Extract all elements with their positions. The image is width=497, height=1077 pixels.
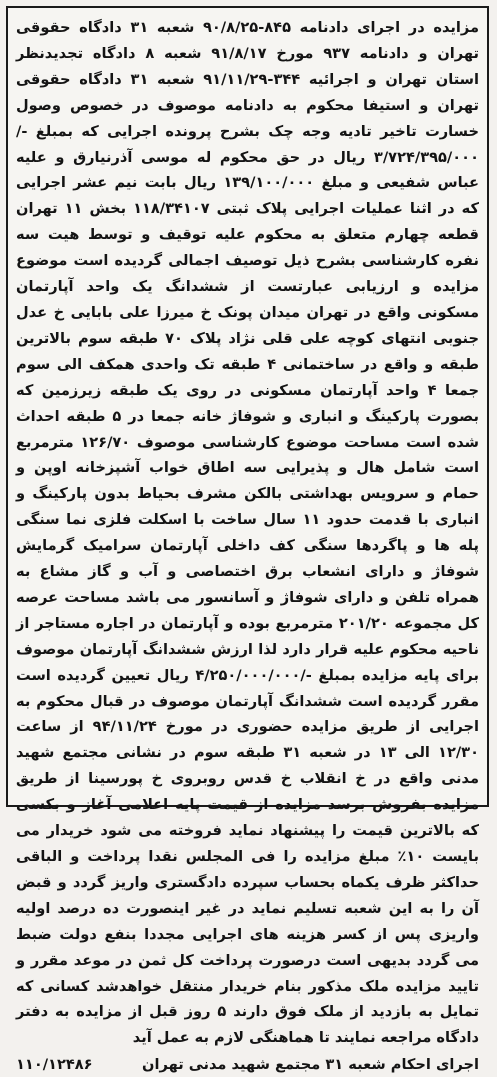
court-auction-notice [6,6,489,1074]
notice-body: مزایده در اجرای دادنامه ۸۴۵-۹۰/۸/۲۵ شعبه ۳۱ دادگاه حقوقی تهران و دادنامه ۹۳۷ مورخ ۹۱/۸/۱۷ شعبه ۸ دادگاه تجدیدنظر استان تهران و اجرائیه ۳۴۴-۹۱/۱۱/۲۹ شعبه ۳۱ دادگاه حقوقی تهران و استیفا محکوم به دادنامه موصوف در خصوص وصول خسارت تاخیر تادیه وجه چک بشرح پرونده اجرایی که بمبلغ -/۳/۷۲۴/۳۹۵/۰۰۰ ریال در حق محکوم له موسی آذرنیارق و علیه عباس شفیعی و مبلغ ۱۳۹/۱۰۰/۰۰۰ ریال بابت نیم عشر اجرایی که در اثنا عملیات اجرایی پلاک ثبتی ۱۱۸/۳۴۱۰۷ بخش ۱۱ تهران قطعه چهارم متعلق به محکوم علیه توقیف و توسط هیت سه نفره کارشناسی بشرح ذیل توصیف اجمالی گردیده است موضوع مزایده و ارزیابی عبارتست از ششدانگ یک واحد آپارتمان مسکونی واقع در تهران میدان پونک خ میرزا علی بابایی خ عدل جنوبی انتهای کوچه علی قلی نژاد پلاک ۷۰ طبقه سوم بالاترین طبقه و واقع در ساختمانی ۴ طبقه تک واحدی همکف الی سوم جمعا ۴ واحد آپارتمان مسکونی در روی یک طبقه زیرزمین که بصورت پارکینگ و انباری و شوفاژ خانه جمعا در ۵ طبقه احداث شده است مساحت موضوع کارشناسی موصوف ۱۲۶/۷۰ مترمربع است شامل هال و پذیرایی سه اطاق خواب آشپزخانه اوپن و حمام و سرویس بهداشتی بالکن مشرف بحیاط بدون پارکینگ و انباری با قدمت حدود ۱۱ سال ساخت با اسکلت فلزی نما سنگی پله ها و پاگردها سنگی کف داخلی آپارتمان سرامیک گرمایش شوفاژ و دارای انشعاب برق اختصاصی و آب و گاز مشاع به همراه تلفن و دارای شوفاژ و آسانسور می باشد مساحت عرصه کل مجموعه ۲۰۱/۲۰ مترمربع بوده و آپارتمان در اجاره مستاجر از ناحیه محکوم علیه قرار دارد لذا ارزش ششدانگ آپارتمان موصوف برای پایه مزایده بمبلغ -/۴/۲۵۰/۰۰۰/۰۰۰ ریال تعیین گردیده است مقرر گردیده است ششدانگ آپارتمان موصوف در قبال محکوم به اجرایی از طریق مزایده حضوری در مورخ ۹۴/۱۱/۲۴ از ساعت ۱۲/۳۰ الی ۱۳ در شعبه ۳۱ طبقه سوم در نشانی مجتمع شهید مدنی واقع در خ انقلاب خ قدس روبروی خ پورسینا از طریق مزایده بفروش برسد مزایده از قیمت پایه اعلامی آغاز و بکسی که بالاترین قیمت را پیشنهاد نماید فروخته می شود خریدار می بایست ۱۰٪ مبلغ مزایده را فی المجلس نقدا پرداخت و الباقی حداکثر ظرف یکماه بحساب سپرده دادگستری واریز گردد و قبض آن را به این شعبه تسلیم نماید در غیر اینصورت ده درصد اولیه واریزی پس از کسر هزینه های اجرایی مجددا بنفع دولت ضبط می گردد بدیهی است درصورت پرداخت کل ثمن در موعد مقرر و تایید مزایده ملک مذکور بنام خریدار منتقل خواهدشد کسانی که تمایل به بازدید از ملک فوق دارند ۵ روز قبل از مزایده به دفتر دادگاه مراجعه نمایند تا هماهنگی لازم به عمل آید [16,19,480,1047]
reference-number: ۱۱۰/۱۲۴۸۶ [16,1056,93,1074]
notice-footer [16,1053,479,1077]
issuer-signature: اجرای احکام شعبه ۳۱ مجتمع شهید مدنی تهران [142,1056,479,1074]
